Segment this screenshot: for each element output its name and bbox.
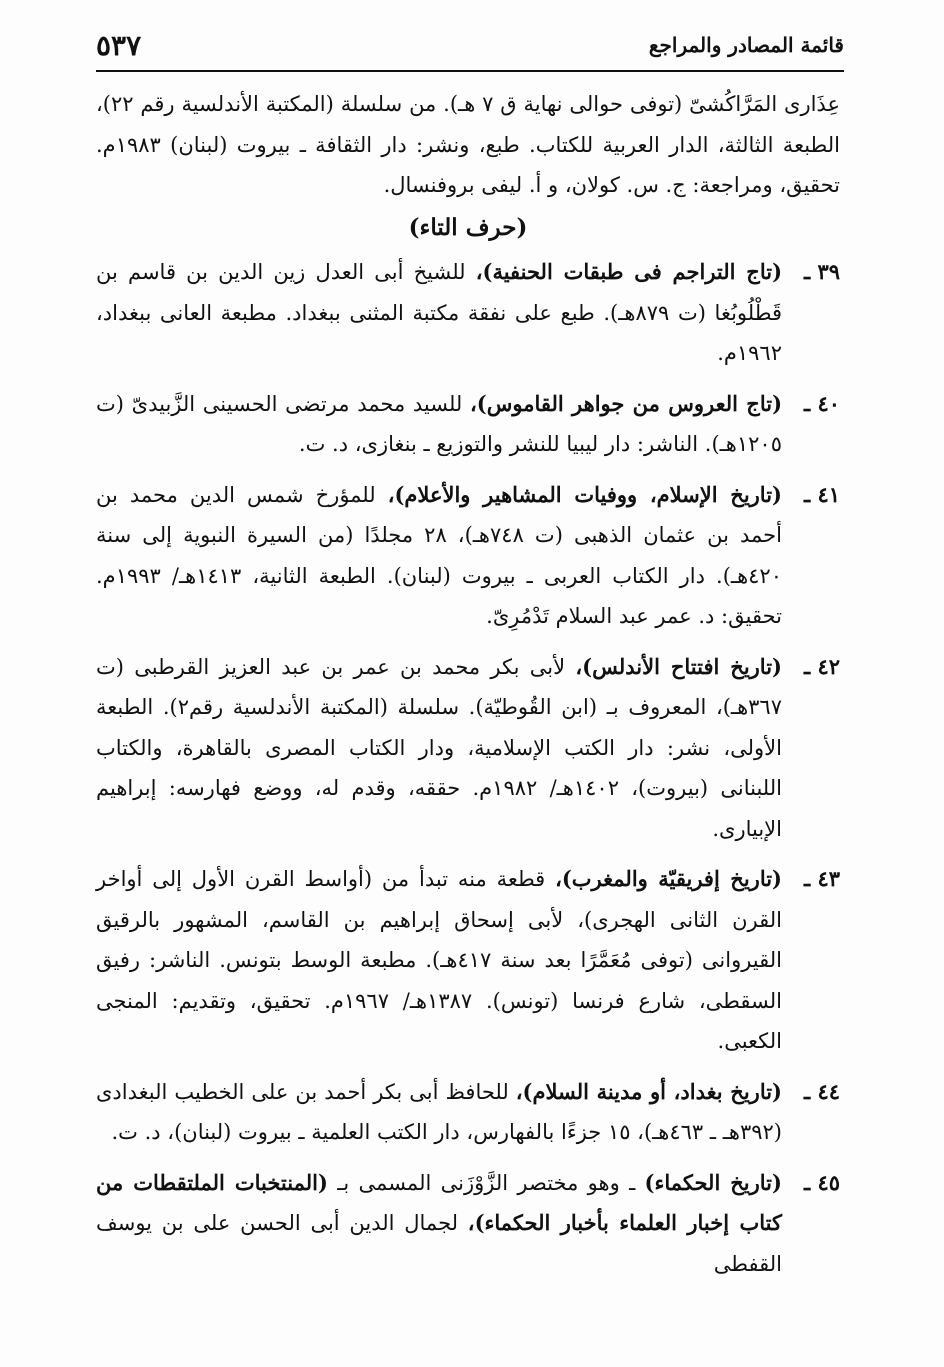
entry-number: ٤٤ ـ bbox=[803, 1078, 840, 1104]
bibliography-entry-41 bbox=[96, 475, 840, 637]
entry-number: ٤٥ ـ bbox=[803, 1169, 840, 1195]
entry-number: ٤١ ـ bbox=[803, 481, 840, 507]
entry-title: (تاريخ بغداد، أو مدينة السلام)، bbox=[515, 1078, 782, 1104]
entry-text: قطعة منه تبدأ من (أواسط القرن الأول إلى أواخر القرن الثانى الهجرى)، لأبى إسحاق إبراهيم بن القاسم، المشهور بالرقيق القيروانى (توفى مُعَمَّرًا بعد سنة ٤١٧هـ). مطبعة الوسط بتونس. الناشر: رفيق السقطى، شارع فرنسا (تونس). ١٣٨٧هـ/ ١٩٦٧م. تحقيق، وتقديم: المنجى الكعبى. bbox=[96, 867, 782, 1053]
entry-subtitle: (المنتخبات الملتقطات من كتاب إخبار العلماء بأخبار الحكماء)، bbox=[96, 1169, 782, 1235]
entry-title: (تاج التراجم فى طبقات الحنفية)، bbox=[475, 259, 782, 284]
entry-text: ـ وهو مختصر الزَّوْزَنى المسمى بـ bbox=[327, 1170, 645, 1195]
intro-paragraph: عِذَارى المَرَّاكُشىّ (توفى حوالى نهاية ق ٧ هـ). من سلسلة (المكتبة الأندلسية رقم ٢٢)، الطبعة الثالثة، الدار العربية للكتاب. طبع، ونشر: دار الثقافة ـ بيروت (لبنان) ١٩٨٣م. تحقيق، ومراجعة: ج. س. كولان، و أ. ليفى بروفنسال. bbox=[96, 92, 840, 197]
bibliography-entry-43 bbox=[96, 859, 840, 1062]
entry-title: (تاريخ الحكماء) bbox=[644, 1169, 782, 1195]
bibliography-entry-40 bbox=[96, 384, 840, 465]
entry-text-continued: لجمال الدين أبى الحسن على بن يوسف القفطى bbox=[96, 1211, 782, 1276]
page-header bbox=[96, 20, 844, 72]
page-number: ٥٣٧ bbox=[96, 28, 142, 62]
entry-text: للشيخ أبى العدل زين الدين بن قاسم بن قَطْلُوبُغا (ت ٨٧٩هـ). طبع على نفقة مكتبة المثنى ببغداد. مطبعة العانى ببغداد، ١٩٦٢م. bbox=[96, 260, 782, 365]
bibliography-entry-44 bbox=[96, 1072, 840, 1153]
bibliography-entry-45 bbox=[96, 1163, 840, 1285]
entry-text: لأبى بكر محمد بن عمر بن عبد العزيز القرطبى (ت ٣٦٧هـ)، المعروف بـ (ابن القُوطيّة). سلسلة (المكتبة الأندلسية رقم٢). الطبعة الأولى، نشر: دار الكتب الإسلامية، ودار الكتاب المصرى بالقاهرة، والكتاب اللبنانى (بيروت)، ١٤٠٢هـ/ ١٩٨٢م. حققه، وقدم له، ووضع فهارسه: إبراهيم الإبيارى. bbox=[96, 654, 782, 841]
section-heading: (حرف التاء) bbox=[408, 213, 528, 241]
entry-text: للحافظ أبى بكر أحمد بن على الخطيب البغدادى (٣٩٢هـ ـ ٤٦٣هـ)، ١٥ جزءًا بالفهارس، دار الكتب العلمية ـ بيروت (لبنان)، د. ت. bbox=[96, 1079, 782, 1144]
entry-title: (تاريخ الإسلام، ووفيات المشاهير والأعلام)، bbox=[387, 481, 782, 507]
running-title: قائمة المصادر والمراجع bbox=[648, 33, 844, 57]
entry-title: (تاريخ إفريقيّة والمغرب)، bbox=[555, 866, 782, 891]
entry-number: ٤٠ ـ bbox=[803, 390, 840, 416]
entry-number: ٤٢ ـ bbox=[803, 653, 840, 679]
entry-title: (تاريخ افتتاح الأندلس)، bbox=[575, 653, 782, 679]
entry-title: (تاج العروس من جواهر القاموس)، bbox=[470, 390, 783, 416]
entry-number: ٣٩ ـ bbox=[803, 259, 840, 284]
bibliography-entry-42 bbox=[96, 647, 840, 850]
bibliography-entry-39 bbox=[96, 252, 840, 374]
entry-number: ٤٣ ـ bbox=[803, 866, 840, 891]
entry-text: للسيد محمد مرتضى الحسينى الزَّبيدىّ (ت ١٢٠٥هـ). الناشر: دار ليبيا للنشر والتوزيع ـ بنغازى، د. ت. bbox=[96, 391, 782, 456]
page-content bbox=[96, 84, 840, 1294]
entry-text: للمؤرخ شمس الدين محمد بن أحمد بن عثمان الذهبى (ت ٧٤٨هـ)، ٢٨ مجلدًا (من السيرة النبوية إلى سنة ٤٢٠هـ). دار الكتاب العربى ـ بيروت (لبنان). الطبعة الثانية، ١٤١٣هـ/ ١٩٩٣م. تحقيق: د. عمر عبد السلام تَدْمُرِىّ. bbox=[96, 482, 782, 628]
